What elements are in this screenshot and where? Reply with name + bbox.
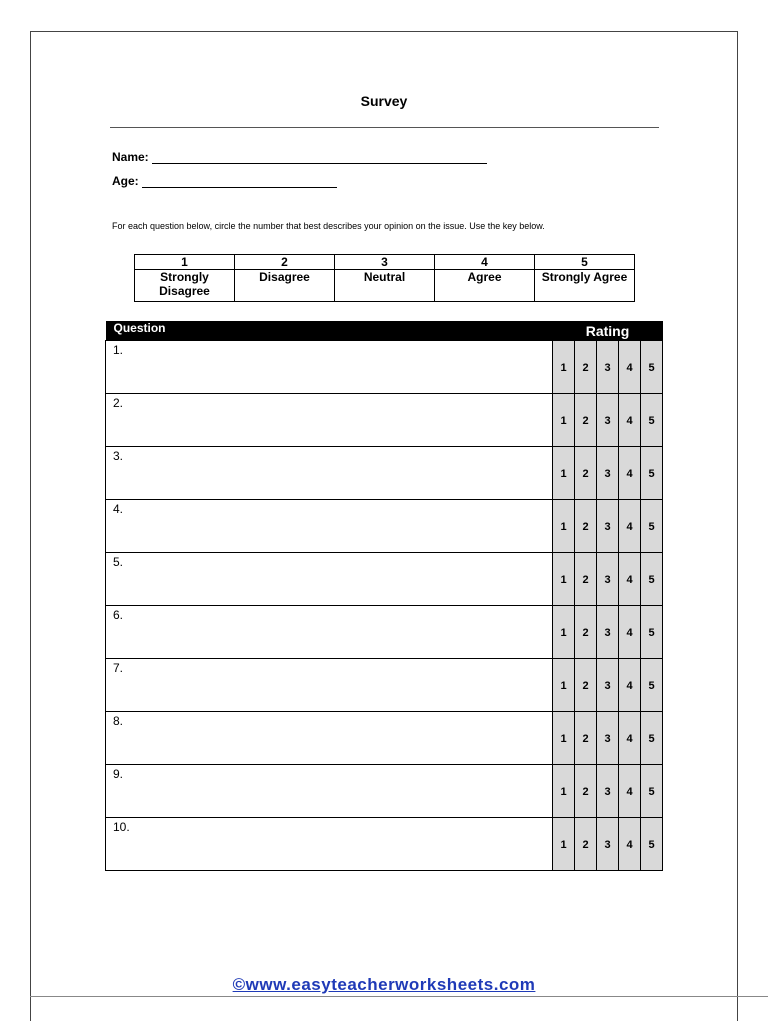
rating-option[interactable]: 2 bbox=[575, 553, 597, 606]
key-label: Disagree bbox=[235, 270, 335, 302]
rating-option[interactable]: 4 bbox=[619, 659, 641, 712]
rating-option[interactable]: 1 bbox=[553, 712, 575, 765]
page-title: Survey bbox=[360, 93, 408, 109]
key-label: Strongly Agree bbox=[535, 270, 635, 302]
rating-key-table bbox=[134, 254, 635, 302]
rating-option[interactable]: 3 bbox=[597, 500, 619, 553]
rating-option[interactable]: 4 bbox=[619, 765, 641, 818]
key-label: Neutral bbox=[335, 270, 435, 302]
rating-option[interactable]: 5 bbox=[641, 818, 663, 871]
rating-option[interactable]: 2 bbox=[575, 818, 597, 871]
key-number: 2 bbox=[235, 255, 335, 270]
question-cell[interactable]: 9. bbox=[106, 765, 553, 818]
rating-option[interactable]: 1 bbox=[553, 553, 575, 606]
key-number: 1 bbox=[135, 255, 235, 270]
rating-option[interactable]: 3 bbox=[597, 765, 619, 818]
page-bottom-divider bbox=[30, 996, 768, 997]
rating-option[interactable]: 2 bbox=[575, 606, 597, 659]
survey-question-row bbox=[106, 341, 663, 394]
rating-option[interactable]: 5 bbox=[641, 712, 663, 765]
rating-option[interactable]: 3 bbox=[597, 394, 619, 447]
rating-option[interactable]: 1 bbox=[553, 818, 575, 871]
rating-option[interactable]: 3 bbox=[597, 818, 619, 871]
rating-option[interactable]: 5 bbox=[641, 447, 663, 500]
footer-link[interactable]: ©www.easyteacherworksheets.com bbox=[232, 975, 536, 994]
question-cell[interactable]: 2. bbox=[106, 394, 553, 447]
rating-option[interactable]: 2 bbox=[575, 394, 597, 447]
question-cell[interactable]: 3. bbox=[106, 447, 553, 500]
rating-option[interactable]: 1 bbox=[553, 500, 575, 553]
survey-question-row bbox=[106, 553, 663, 606]
rating-option[interactable]: 3 bbox=[597, 553, 619, 606]
survey-question-row bbox=[106, 500, 663, 553]
rating-option[interactable]: 1 bbox=[553, 341, 575, 394]
rating-option[interactable]: 4 bbox=[619, 341, 641, 394]
rating-option[interactable]: 2 bbox=[575, 341, 597, 394]
rating-option[interactable]: 5 bbox=[641, 341, 663, 394]
question-cell[interactable]: 8. bbox=[106, 712, 553, 765]
question-header: Question bbox=[106, 321, 553, 341]
rating-option[interactable]: 5 bbox=[641, 394, 663, 447]
rating-option[interactable]: 1 bbox=[553, 394, 575, 447]
rating-option[interactable]: 5 bbox=[641, 500, 663, 553]
rating-option[interactable]: 3 bbox=[597, 447, 619, 500]
rating-option[interactable]: 2 bbox=[575, 659, 597, 712]
rating-option[interactable]: 5 bbox=[641, 606, 663, 659]
rating-option[interactable]: 3 bbox=[597, 712, 619, 765]
rating-option[interactable]: 4 bbox=[619, 818, 641, 871]
rating-header: Rating bbox=[553, 321, 663, 341]
rating-option[interactable]: 2 bbox=[575, 712, 597, 765]
question-cell[interactable]: 7. bbox=[106, 659, 553, 712]
survey-question-row bbox=[106, 818, 663, 871]
rating-option[interactable]: 3 bbox=[597, 606, 619, 659]
key-number: 5 bbox=[535, 255, 635, 270]
age-field[interactable] bbox=[112, 174, 337, 188]
survey-body bbox=[106, 341, 663, 871]
rating-option[interactable]: 5 bbox=[641, 659, 663, 712]
rating-option[interactable]: 4 bbox=[619, 712, 641, 765]
question-cell[interactable]: 5. bbox=[106, 553, 553, 606]
survey-question-row bbox=[106, 606, 663, 659]
survey-question-row bbox=[106, 712, 663, 765]
survey-question-row bbox=[106, 447, 663, 500]
question-cell[interactable]: 6. bbox=[106, 606, 553, 659]
survey-question-row bbox=[106, 394, 663, 447]
rating-option[interactable]: 1 bbox=[553, 447, 575, 500]
age-blank-line[interactable] bbox=[142, 175, 337, 188]
rating-option[interactable]: 4 bbox=[619, 500, 641, 553]
rating-option[interactable]: 2 bbox=[575, 447, 597, 500]
name-label: Name: bbox=[112, 150, 149, 164]
age-label: Age: bbox=[112, 174, 139, 188]
title-divider bbox=[110, 127, 659, 128]
rating-option[interactable]: 4 bbox=[619, 447, 641, 500]
question-cell[interactable]: 10. bbox=[106, 818, 553, 871]
rating-option[interactable]: 4 bbox=[619, 553, 641, 606]
name-field[interactable] bbox=[112, 150, 487, 164]
rating-option[interactable]: 2 bbox=[575, 765, 597, 818]
rating-option[interactable]: 3 bbox=[597, 659, 619, 712]
rating-option[interactable]: 1 bbox=[553, 606, 575, 659]
rating-option[interactable]: 1 bbox=[553, 765, 575, 818]
survey-question-row bbox=[106, 659, 663, 712]
instructions-text: For each question below, circle the number that best describes your opinion on the issue. Use the key below. bbox=[112, 221, 545, 231]
key-label: Agree bbox=[435, 270, 535, 302]
rating-option[interactable]: 5 bbox=[641, 553, 663, 606]
key-number: 3 bbox=[335, 255, 435, 270]
rating-option[interactable]: 4 bbox=[619, 606, 641, 659]
question-cell[interactable]: 1. bbox=[106, 341, 553, 394]
rating-option[interactable]: 3 bbox=[597, 341, 619, 394]
survey-table bbox=[105, 321, 663, 871]
rating-option[interactable]: 1 bbox=[553, 659, 575, 712]
rating-option[interactable]: 2 bbox=[575, 500, 597, 553]
rating-option[interactable]: 5 bbox=[641, 765, 663, 818]
key-number: 4 bbox=[435, 255, 535, 270]
rating-option[interactable]: 4 bbox=[619, 394, 641, 447]
key-label: Strongly Disagree bbox=[135, 270, 235, 302]
survey-question-row bbox=[106, 765, 663, 818]
name-blank-line[interactable] bbox=[152, 151, 487, 164]
question-cell[interactable]: 4. bbox=[106, 500, 553, 553]
